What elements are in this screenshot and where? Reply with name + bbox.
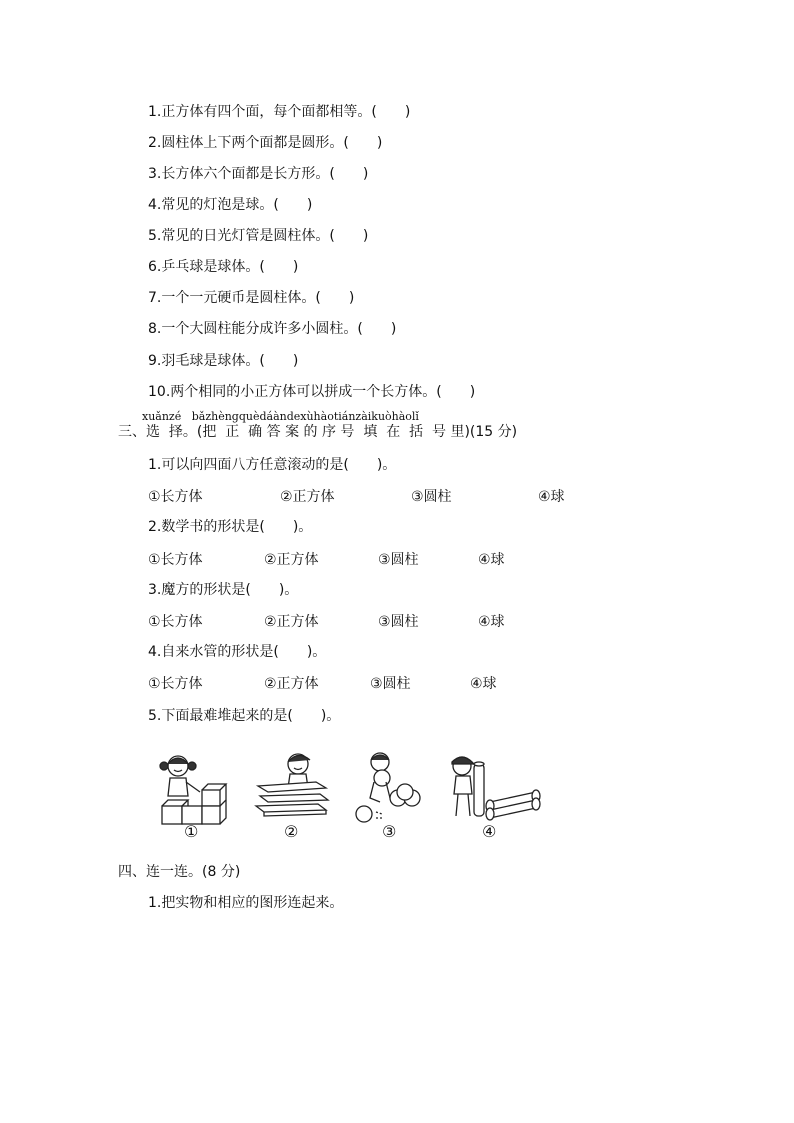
option: ②正方体 — [264, 676, 319, 692]
tf-item-10: 10.两个相同的小正方体可以拼成一个长方体。( ) — [148, 384, 476, 400]
question-2: 2.数学书的形状是( )。 — [148, 519, 313, 535]
tf-item-2: 2.圆柱体上下两个面都是圆形。( ) — [148, 135, 383, 151]
picture-label-3: ③ — [382, 822, 397, 841]
option: ④球 — [478, 552, 505, 568]
boy-with-cylinders-illustration — [446, 752, 542, 826]
option: ①长方体 — [148, 489, 203, 505]
section3-pinyin: xuǎnzé bǎzhèngquèdáàndexùhàotiánzàikuòhàolǐ — [142, 410, 419, 423]
tf-item-8: 8.一个大圆柱能分成许多小圆柱。( ) — [148, 321, 397, 337]
girl-stacking-cubes-illustration — [152, 752, 228, 826]
option: ②正方体 — [264, 552, 319, 568]
question-4: 4.自来水管的形状是( )。 — [148, 644, 327, 660]
option: ④球 — [470, 676, 497, 692]
option: ④球 — [538, 489, 565, 505]
section4-question-1: 1.把实物和相应的图形连起来。 — [148, 895, 344, 911]
option: ③圆柱 — [411, 489, 452, 505]
tf-item-6: 6.乒乓球是球体。( ) — [148, 259, 299, 275]
picture-label-2: ② — [284, 822, 299, 841]
option: ③圆柱 — [378, 614, 419, 630]
section3-title: 三、选 择。(把 正 确 答 案 的 序 号 填 在 括 号 里)(15 分) — [118, 424, 518, 440]
picture-label-4: ④ — [482, 822, 497, 841]
question-3: 3.魔方的形状是( )。 — [148, 582, 299, 598]
section4-title: 四、连一连。(8 分) — [118, 864, 241, 880]
question-1: 1.可以向四面八方任意滚动的是( )。 — [148, 457, 397, 473]
option: ①长方体 — [148, 614, 203, 630]
picture-label-1: ① — [184, 822, 199, 841]
tf-item-4: 4.常见的灯泡是球。( ) — [148, 197, 313, 213]
boy-with-planks-illustration — [254, 752, 330, 826]
option: ①长方体 — [148, 676, 203, 692]
option: ②正方体 — [264, 614, 319, 630]
option: ①长方体 — [148, 552, 203, 568]
option: ③圆柱 — [378, 552, 419, 568]
question-5: 5.下面最难堆起来的是( )。 — [148, 708, 341, 724]
tf-item-1: 1.正方体有四个面，每个面都相等。( ) — [148, 104, 411, 120]
child-with-balls-illustration — [352, 752, 428, 826]
option: ④球 — [478, 614, 505, 630]
tf-item-5: 5.常见的日光灯管是圆柱体。( ) — [148, 228, 369, 244]
option: ③圆柱 — [370, 676, 411, 692]
tf-item-7: 7.一个一元硬币是圆柱体。( ) — [148, 290, 355, 306]
tf-item-9: 9.羽毛球是球体。( ) — [148, 353, 299, 369]
option: ②正方体 — [280, 489, 335, 505]
tf-item-3: 3.长方体六个面都是长方形。( ) — [148, 166, 369, 182]
